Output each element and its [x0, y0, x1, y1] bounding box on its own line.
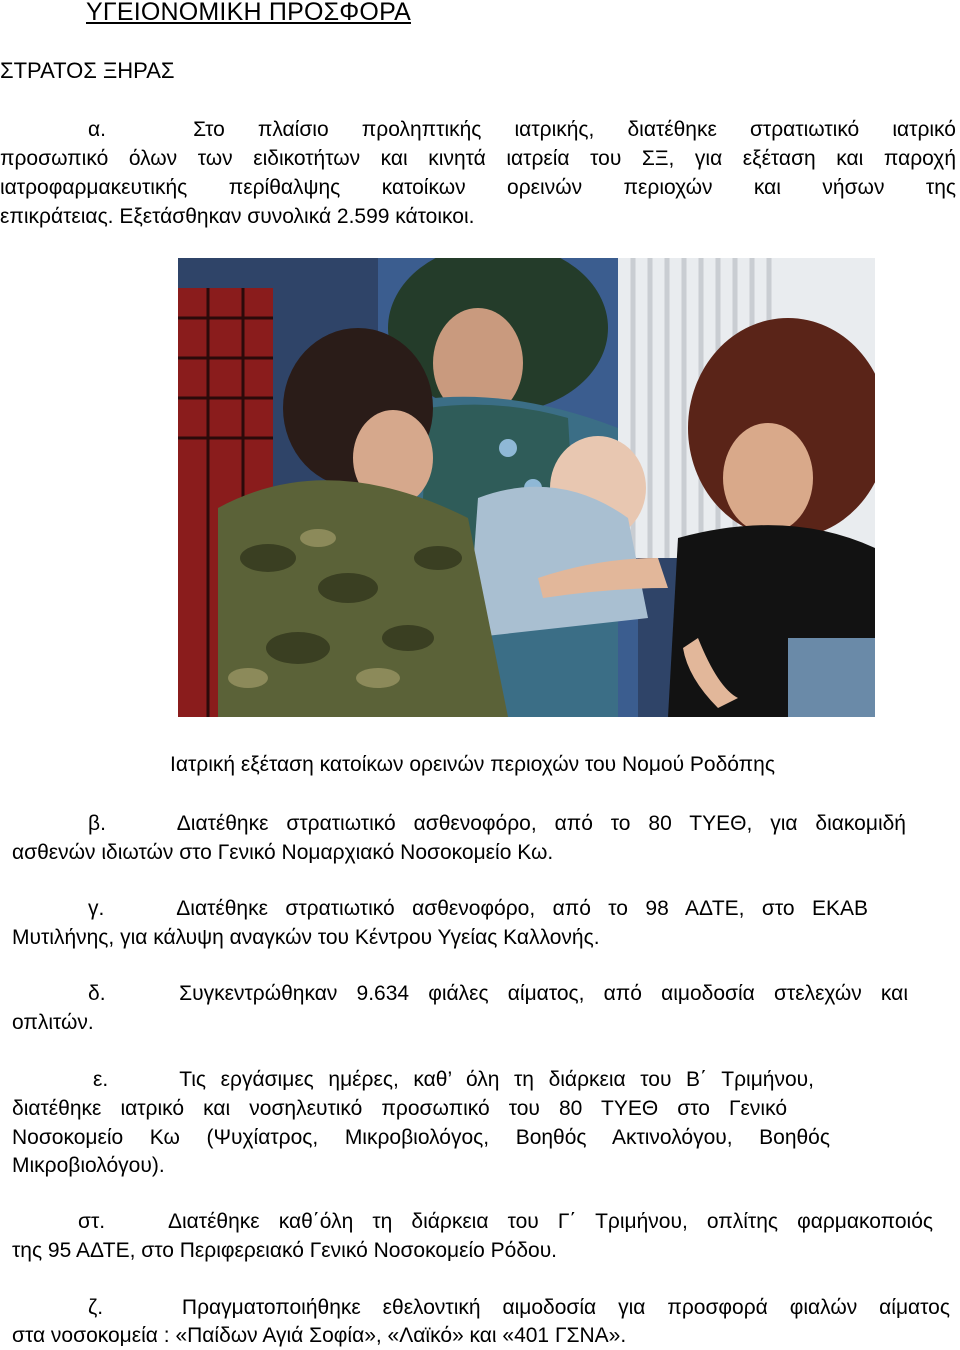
item-a-line-3: ιατροφαρμακευτικής περίθαλψης κατοίκων ορεινών περιοχών και νήσων της	[0, 176, 956, 199]
item-b-line-1: β. Διατέθηκε στρατιωτικό ασθενοφόρο, από το 80 ΤΥΕΘ, για διακομιδή	[88, 810, 906, 838]
item-g-line-1: ζ. Πραγματοποιήθηκε εθελοντική αιμοδοσία για προσφορά φιαλών αίματος	[88, 1294, 950, 1322]
item-e-line-2: διατέθηκε ιατρικό και νοσηλευτικό προσωπικό του 80 ΤΥΕΘ στο Γενικό	[12, 1097, 787, 1120]
item-f-line-1: στ. Διατέθηκε καθ΄όλη τη διάρκεια του Γ΄ Τριμήνου, οπλίτης φαρμακοποιός	[78, 1208, 933, 1236]
item-a-line-1: α. Στο πλαίσιο προληπτικής ιατρικής, διατέθηκε στρατιωτικό ιατρικό	[88, 116, 956, 144]
item-marker: ε.	[93, 1068, 109, 1091]
item-d-line-1: δ. Συγκεντρώθηκαν 9.634 φιάλες αίματος, από αιμοδοσία στελεχών και	[88, 980, 908, 1008]
medical-exam-photo	[178, 258, 875, 717]
item-e-line-3: Νοσοκομείο Κω (Ψυχίατρος, Μικροβιολόγος, Βοηθός Ακτινολόγου, Βοηθός	[12, 1126, 830, 1149]
item-d-line-2: οπλιτών.	[12, 1011, 94, 1034]
item-c-line-1: γ. Διατέθηκε στρατιωτικό ασθενοφόρο, από το 98 ΑΔΤΕ, στο ΕΚΑΒ	[88, 895, 868, 923]
item-marker: ζ.	[88, 1296, 104, 1319]
item-f-line-2: της 95 ΑΔΤΕ, στο Περιφερειακό Γενικό Νοσοκομείο Ρόδου.	[12, 1239, 558, 1262]
item-marker: δ.	[88, 982, 106, 1005]
section-heading: ΣΤΡΑΤΟΣ ΞΗΡΑΣ	[0, 58, 175, 83]
item-a-line-4: επικράτειας. Εξετάσθηκαν συνολικά 2.599 κάτοικοι.	[0, 205, 475, 228]
item-e-line-1: ε. Τις εργάσιμες ημέρες, καθ’ όλη τη διάρκεια του Β΄ Τριμήνου,	[93, 1066, 814, 1094]
item-marker: γ.	[88, 897, 105, 920]
item-b-line-2: ασθενών ιδιωτών στο Γενικό Νομαρχιακό Νοσοκομείο Κω.	[12, 841, 554, 864]
item-a-line-2: προσωπικό όλων των ειδικοτήτων και κινητά ιατρεία του ΣΞ, για εξέταση και παροχή	[0, 147, 956, 170]
page-title: ΥΓΕΙΟΝΟΜΙΚΗ ΠΡΟΣΦΟΡΑ	[86, 0, 411, 26]
item-marker: β.	[88, 812, 106, 835]
photo-caption: Ιατρική εξέταση κατοίκων ορεινών περιοχών του Νομού Ροδόπης	[170, 753, 775, 776]
item-e-line-4: Μικροβιολόγου).	[12, 1154, 165, 1177]
item-marker: α.	[88, 118, 106, 141]
item-g-line-2: στα νοσοκομεία : «Παίδων Αγιά Σοφία», «Λαϊκό» και «401 ΓΣΝΑ».	[12, 1324, 627, 1347]
item-marker: στ.	[78, 1210, 106, 1233]
item-c-line-2: Μυτιλήνης, για κάλυψη αναγκών του Κέντρου Υγείας Καλλονής.	[12, 926, 600, 949]
